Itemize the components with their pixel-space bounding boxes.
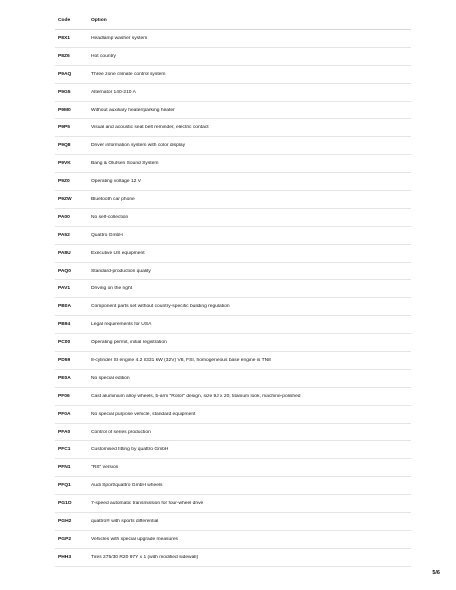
- option-code: PA00: [58, 214, 70, 220]
- table-row: [55, 155, 411, 173]
- table-row: [55, 549, 411, 567]
- code-column-header: Code: [58, 17, 71, 23]
- option-description: Alternator 140-210 A: [91, 89, 136, 95]
- table-row: [55, 388, 411, 406]
- table-row: [55, 84, 411, 102]
- table-row: [55, 298, 411, 316]
- option-code: P9P5: [58, 125, 70, 131]
- option-code: PD59: [58, 357, 71, 363]
- option-code: P9M0: [58, 107, 71, 113]
- table-row: [55, 495, 411, 513]
- option-description: Hot country: [91, 53, 117, 59]
- table-row: [55, 30, 411, 48]
- option-code: PAV1: [58, 286, 71, 292]
- table-row: [55, 102, 411, 120]
- option-description: Component parts set without country-specific building regulation: [91, 304, 230, 310]
- option-code: PGH2: [58, 518, 72, 524]
- option-description: quattro® with sports differential: [91, 518, 159, 524]
- option-description: Operating permit, initial registration: [91, 340, 167, 346]
- option-code: PF06: [58, 393, 70, 399]
- option-description: Bang & Olufsen Sound System: [91, 161, 159, 167]
- option-code: P9Z0: [58, 179, 70, 185]
- option-description: No special edition: [91, 375, 130, 381]
- option-code: PFA0: [58, 429, 71, 435]
- option-description: Tires 275/30 R20 97Y x 1 (with modified sidewall): [91, 554, 199, 560]
- option-code: PFC1: [58, 447, 71, 453]
- option-code: PF0A: [58, 411, 71, 417]
- option-description: No self-collection: [91, 214, 129, 220]
- option-code: P9G5: [58, 89, 71, 95]
- option-code: P9Q8: [58, 143, 71, 149]
- option-description: No special purpose vehicle, standard equipment: [91, 411, 196, 417]
- option-code: P8X1: [58, 35, 70, 41]
- option-description: Visual and acoustic seat belt reminder, electric contact: [91, 125, 209, 131]
- option-description: Audi Sport/quattro GmbH wheels: [91, 483, 163, 489]
- option-code: PFN1: [58, 465, 71, 471]
- table-row: [55, 441, 411, 459]
- option-code: PAQ0: [58, 268, 71, 274]
- option-description: Cast aluminium alloy wheels, 5-arm "Rotor" design, size 9J x 20, titanium look, machine-polished: [91, 393, 301, 399]
- table-row: [55, 119, 411, 137]
- table-row: [55, 477, 411, 495]
- table-row: [55, 173, 411, 191]
- option-description: Executive US equipment: [91, 250, 145, 256]
- option-code: P9VK: [58, 161, 71, 167]
- option-description: Quattro GmbH: [91, 232, 123, 238]
- option-code: P9ZW: [58, 196, 72, 202]
- table-header: [55, 11, 411, 30]
- table-row: [55, 459, 411, 477]
- table-row: [55, 280, 411, 298]
- table-row: [55, 137, 411, 155]
- option-code: PC00: [58, 340, 71, 346]
- option-description: Without auxiliary heater/parking heater: [91, 107, 175, 113]
- option-code: PA8U: [58, 250, 71, 256]
- option-code: PB94: [58, 322, 71, 328]
- option-description: Vehicles with special upgrade measures: [91, 536, 178, 542]
- table-row: [55, 209, 411, 227]
- option-description: Driver information system with color display: [91, 143, 186, 149]
- option-description: Three zone climate control system: [91, 71, 166, 77]
- option-description: 8-cylinder SI engine 4.2 l/331 kW (32V) V8, FSI, homogeneous base engine is TN8: [91, 357, 271, 363]
- table-row: [55, 352, 411, 370]
- table-row: [55, 424, 411, 442]
- option-description: Customised fitting by quattro GmbH: [91, 447, 169, 453]
- option-code: PGP2: [58, 536, 72, 542]
- table-row: [55, 316, 411, 334]
- option-description: Driving on the right: [91, 286, 133, 292]
- option-code: P9AQ: [58, 71, 72, 77]
- options-table: [55, 11, 411, 567]
- table-row: [55, 66, 411, 84]
- table-row: [55, 531, 411, 549]
- table-row: [55, 370, 411, 388]
- option-column-header: Option: [91, 17, 107, 23]
- option-description: Operating voltage 12 V: [91, 179, 142, 185]
- option-code: PB0A: [58, 304, 72, 310]
- table-row: [55, 245, 411, 263]
- option-code: PG1O: [58, 501, 72, 507]
- table-row: [55, 227, 411, 245]
- option-description: 7-speed automatic transmission for four-wheel drive: [91, 501, 204, 507]
- option-code: P8Z6: [58, 53, 70, 59]
- option-description: Control of series production: [91, 429, 151, 435]
- option-description: Headlamp washer system: [91, 35, 148, 41]
- option-code: PE0A: [58, 375, 71, 381]
- table-row: [55, 191, 411, 209]
- option-code: PA52: [58, 232, 70, 238]
- table-row: [55, 48, 411, 66]
- table-row: [55, 406, 411, 424]
- table-body: [55, 30, 411, 567]
- table-row: [55, 263, 411, 281]
- table-row: [55, 334, 411, 352]
- option-code: PFQ1: [58, 483, 71, 489]
- option-description: "RS" version: [91, 465, 119, 471]
- option-code: PHH3: [58, 554, 72, 560]
- page-number: 5/6: [432, 570, 440, 576]
- option-description: Bluetooth car phone: [91, 196, 135, 202]
- table-row: [55, 513, 411, 531]
- option-description: Legal requirements for USA: [91, 322, 152, 328]
- option-description: Standard-production quality: [91, 268, 151, 274]
